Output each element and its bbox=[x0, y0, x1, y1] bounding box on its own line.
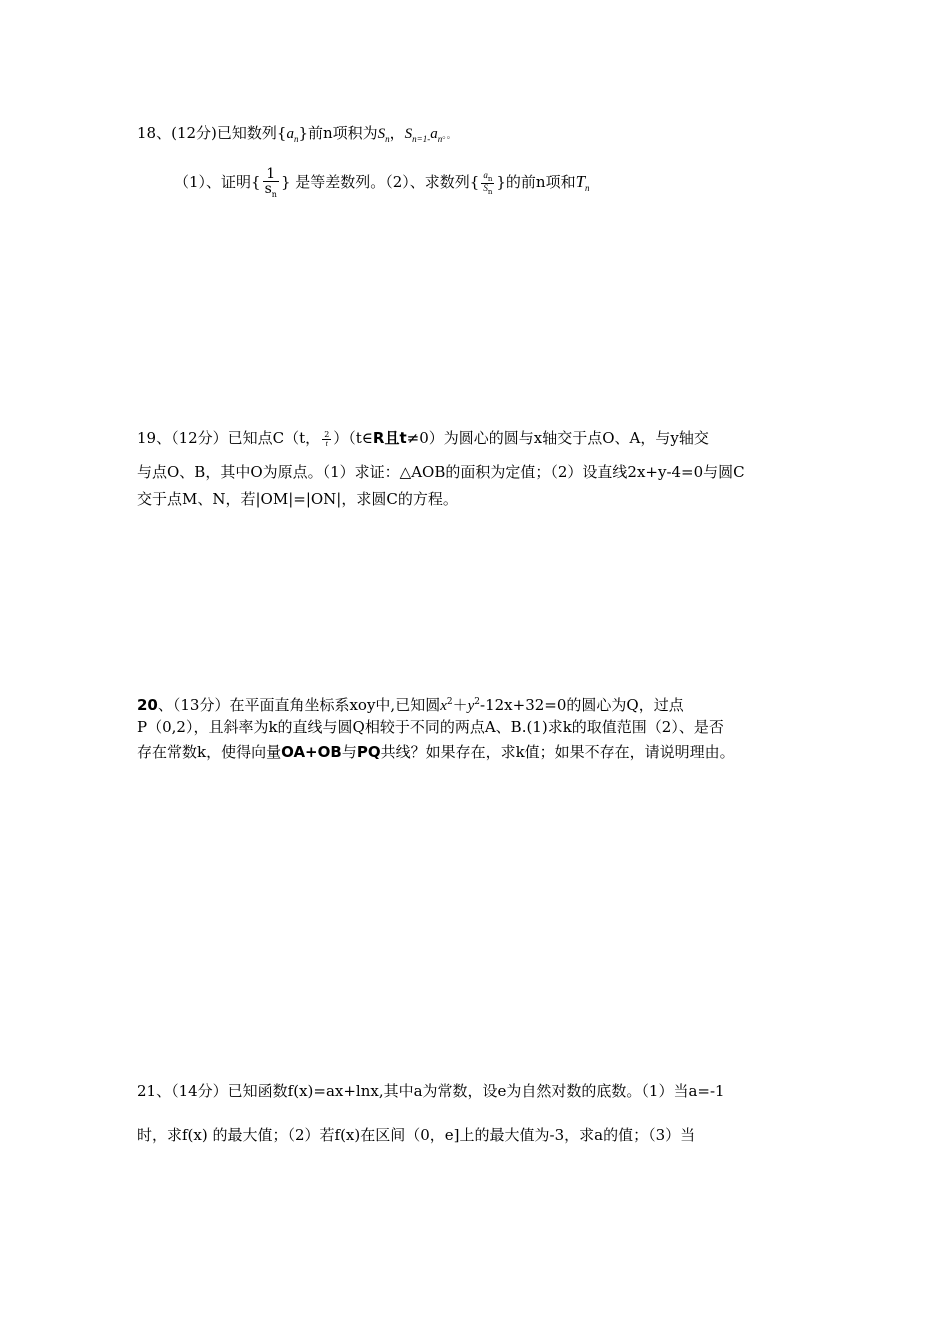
var-y: y bbox=[467, 698, 475, 714]
q21-line-2: 时，求f(x) 的最大值；（2）若f(x)在区间（0，e]上的最大值为-3，求a的值；（3）当 bbox=[137, 1126, 696, 1144]
fraction-2-over-t bbox=[322, 431, 331, 448]
q18-text: }的前n项和 bbox=[496, 173, 576, 191]
sub-n: n bbox=[437, 134, 443, 144]
q18-line-1 bbox=[137, 122, 837, 151]
q20-line-1 bbox=[137, 691, 837, 717]
q19-condition: R且t bbox=[372, 429, 407, 447]
var-S: S bbox=[377, 126, 386, 142]
var-a: a bbox=[286, 126, 294, 142]
q20-line-3 bbox=[137, 741, 837, 763]
sub-n: n bbox=[585, 183, 590, 193]
var-x: x bbox=[440, 698, 447, 714]
q20-text: 与 bbox=[341, 743, 357, 761]
q18-text: } 是等差数列。（2）、求数列{ bbox=[280, 173, 480, 191]
q19-text: ≠0）为圆心的圆与x轴交于点O、A，与y轴交 bbox=[406, 429, 709, 447]
q20-text: -12x+32=0的圆心为Q，过点 bbox=[480, 696, 684, 714]
q18-text: ， bbox=[389, 124, 405, 142]
q20-line-2: P（0,2），且斜率为k的直线与圆Q相较于不同的两点A、B.(1)求k的取值范围（2）、是否 bbox=[137, 718, 724, 736]
frac-denominator: S bbox=[483, 182, 488, 193]
sub-n: n bbox=[385, 134, 390, 144]
sub-expr: n=1- bbox=[412, 134, 431, 144]
frac-denominator: s bbox=[264, 181, 272, 198]
q19-text: ）（t∈ bbox=[333, 429, 373, 447]
q18-part1-label: （1）、证明{ bbox=[174, 173, 261, 191]
vector-pq: PQ bbox=[356, 743, 381, 761]
var-a: a bbox=[430, 126, 438, 142]
var-S: S bbox=[404, 126, 413, 142]
sub-n: n bbox=[271, 189, 277, 199]
vector-oa-ob: OA+OB bbox=[281, 743, 342, 761]
frac-numerator: 2 bbox=[324, 429, 330, 439]
q18-line-2 bbox=[174, 162, 874, 202]
frac-denominator: t bbox=[325, 438, 328, 448]
q18-points: (12分) bbox=[171, 124, 217, 142]
q18-text: 已知数列{ bbox=[216, 124, 287, 142]
exponent: 2 bbox=[474, 697, 481, 707]
frac-numerator: a bbox=[483, 169, 488, 180]
q20-number: 20 bbox=[137, 696, 158, 714]
q21-line-1: 21、（14分）已知函数f(x)=ax+lnx,其中a为常数，设e为自然对数的底数。（1）当a=-1 bbox=[137, 1082, 725, 1100]
q19-line-2: 与点O、B，其中O为原点。（1）求证：△AOB的面积为定值；（2）设直线2x+y-4=0与圆C bbox=[137, 463, 745, 481]
q20-text: 存在常数k，使得向量 bbox=[137, 743, 282, 761]
var-T: T bbox=[575, 172, 586, 191]
plus-sign: ＋ bbox=[452, 696, 468, 714]
fraction-1-over-sn bbox=[263, 167, 279, 199]
q20-text: 共线？如果存在，求k值；如果不存在，请说明理由。 bbox=[380, 743, 735, 761]
sub-n: n bbox=[293, 134, 299, 144]
q19-text: 19、（12分）已知点C（t， bbox=[137, 429, 321, 447]
q20-text: 、（13分）在平面直角坐标系xoy中,已知圆 bbox=[157, 696, 441, 714]
exponent: 2 bbox=[446, 697, 453, 707]
fraction-an-over-sn bbox=[481, 171, 494, 196]
sub-n: n bbox=[487, 187, 493, 196]
frac-numerator: 1 bbox=[263, 167, 279, 182]
q18-text: 。。 bbox=[442, 131, 456, 141]
sub-n: n bbox=[487, 174, 493, 183]
q18-number: 18、 bbox=[137, 124, 172, 142]
q19-line-3: 交于点M、N，若|OM|=|ON|，求圆C的方程。 bbox=[137, 490, 458, 508]
q18-text: }前n项积为 bbox=[298, 124, 378, 142]
q19-line-1 bbox=[137, 425, 837, 451]
